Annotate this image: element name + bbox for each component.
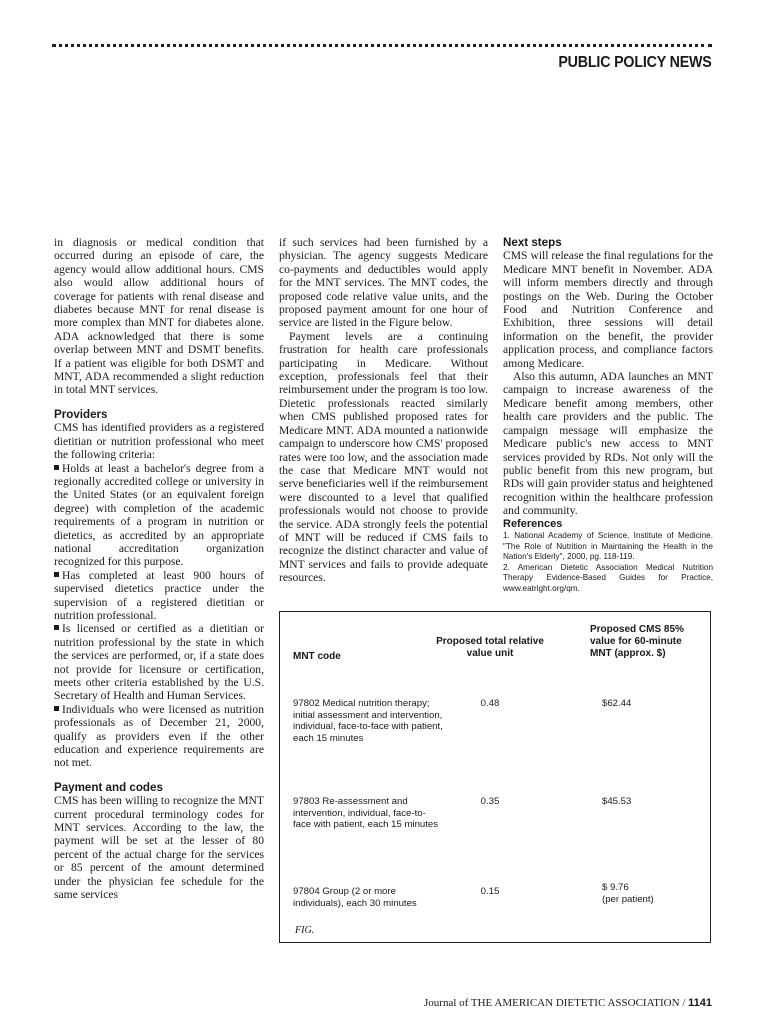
row-97803-code: 97803 Re-assessment and intervention, individual, face-to-face with patient, each 15 minutes	[293, 796, 439, 831]
row-97804-payment	[602, 882, 702, 905]
bullet-square-icon	[54, 706, 59, 711]
col2-paragraph: Payment levels are a continuing frustration for health care professionals participating in Medicare. Without exception, professionals feel that their reimbursement under the program is too low. Dietetic professionals reacted similarly when CMS published proposed rates for Medicare MNT. ADA mounted a nationwide campaign to underscore how CMS' proposed rates were too low, and the association made the case that Medicare MNT would not serve beneficiaries well if the reimbursement were discounted to a level that qualified professionals would not choose to provide the service. ADA strongly feels the potential of MNT will be reduced if CMS fails to recognize the distinct character and value of MNT services and fails to provide adequate resources.	[279, 329, 488, 585]
criteria-text: Holds at least a bachelor's degree from a regionally accredited college or university in the United States (or an equivalent foreign degree) with completion of the academic requirements of a program in nutrition or dietetics, as accredited by an appropriate national accreditation organization recognized for this purpose.	[54, 461, 264, 569]
row-97804-code: 97804 Group (2 or more individuals), each 30 minutes	[293, 886, 417, 909]
next-steps-heading: Next steps	[503, 236, 562, 249]
references-list	[503, 531, 713, 595]
col2-paragraph: if such services had been furnished by a physician. The agency suggests Medicare co-payments and deductibles would apply for the MNT services. The MNT codes, the proposed code relative value units, and the proposed payment amount for one hour of service are listed in the Figure below.	[279, 236, 488, 330]
payment-paragraph: CMS has been willing to recognize the MNT current procedural terminology codes for MNT services. According to the law, the payment will be set at the lesser of 80 percent of the actual charge for the services or 85 percent of the amount determined under the physician fee schedule for the same services	[54, 794, 264, 902]
criteria-bullet	[54, 703, 264, 770]
criteria-text: Has completed at least 900 hours of supervised dietetics practice under the supervision of a registered dietitian or nutrition professional.	[54, 568, 264, 622]
column-2	[279, 236, 488, 585]
journal-name: Journal of THE AMERICAN DIETETIC ASSOCIATION /	[424, 997, 689, 1009]
header-relative-value: Proposed total relative value unit	[436, 636, 544, 659]
criteria-bullet	[54, 462, 264, 569]
row-97802-rvu: 0.48	[480, 698, 500, 709]
bullet-square-icon	[54, 625, 59, 630]
page-footer	[424, 997, 712, 1009]
dotted-rule	[52, 44, 712, 47]
row-97803-rvu: 0.35	[480, 796, 500, 807]
reference-item: 1. National Academy of Science, Institute of Medicine. "The Role of Nutrition in Maintaining the Health in the Nation's Elderly", 2000, pg. 118-119.	[503, 530, 713, 562]
row-97804-payment-note: (per patient)	[602, 893, 654, 905]
mnt-code-figure	[279, 611, 711, 943]
column-1	[54, 236, 264, 902]
bullet-square-icon	[54, 572, 59, 577]
row-97802-payment: $62.44	[602, 698, 632, 709]
criteria-text: Is licensed or certified as a dietitian or nutrition professional by the state in which the services are performed, or, if a state does not provide for licensure or certification, meets other criteria established by the U.S. Secretary of Health and Human Services.	[54, 622, 264, 703]
criteria-bullet	[54, 569, 264, 623]
col3-paragraph: Also this autumn, ADA launches an MNT campaign to increase awareness of the Medicare benefit among members, other health care providers and the public. The campaign message will emphasize the Medicare public's new access to MNT services provided by RDs. Not only will the public benefit from this new program, but RDs will gain provider status and heightened recognition within the healthcare profession and community.	[503, 370, 713, 518]
providers-heading: Providers	[54, 407, 108, 421]
figure-label: FIG.	[295, 925, 315, 936]
references-heading: References	[503, 517, 563, 530]
section-title: PUBLIC POLICY NEWS	[558, 54, 712, 71]
criteria-text: Individuals who were licensed as nutrition professionals as of December 21, 2000, qualify as providers even if the other education and experience requirements are not met.	[54, 702, 264, 770]
payment-heading: Payment and codes	[54, 780, 163, 794]
criteria-bullet	[54, 622, 264, 702]
row-97804-rvu: 0.15	[480, 886, 500, 897]
row-97803-payment: $45.53	[602, 796, 632, 807]
providers-intro: CMS has identified providers as a registered dietitian or nutrition professional who meet the following criteria:	[54, 421, 264, 462]
header-mnt-code: MNT code	[293, 651, 341, 662]
row-97804-payment-value: $ 9.76	[602, 882, 629, 893]
row-97802-code: 97802 Medical nutrition therapy; initial assessment and intervention, individual, face-to-face with patient, each 15 minutes	[293, 698, 443, 744]
column-3	[503, 236, 713, 595]
page-number: 1141	[688, 997, 712, 1009]
header-proposed-payment: Proposed CMS 85% value for 60-minute MNT (approx. $)	[590, 624, 684, 659]
col1-paragraph: in diagnosis or medical condition that occurred during an episode of care, the agency would allow additional hours. CMS also would allow additional hours of coverage for patients with renal disease and diabetes because MNT for renal disease is more complex than MNT for diabetes alone. ADA acknowledged that there is some overlap between MNT and DSMT benefits. If a patient was eligible for both DSMT and MNT, ADA recommended a slight reduction in total MNT services.	[54, 236, 264, 397]
reference-item: 2. American Dietetic Association Medical Nutrition Therapy Evidence-Based Guides for Practice, www.eatright.org/qm.	[503, 562, 713, 593]
col3-paragraph: CMS will release the final regulations for the Medicare MNT benefit in November. ADA will inform members directly and through postings on the Web. During the October Food and Nutrition Conference and Exhibition, three sessions will detail information on the benefit, the provider application process, and compliance factors among Medicare.	[503, 249, 713, 370]
bullet-square-icon	[54, 465, 59, 470]
